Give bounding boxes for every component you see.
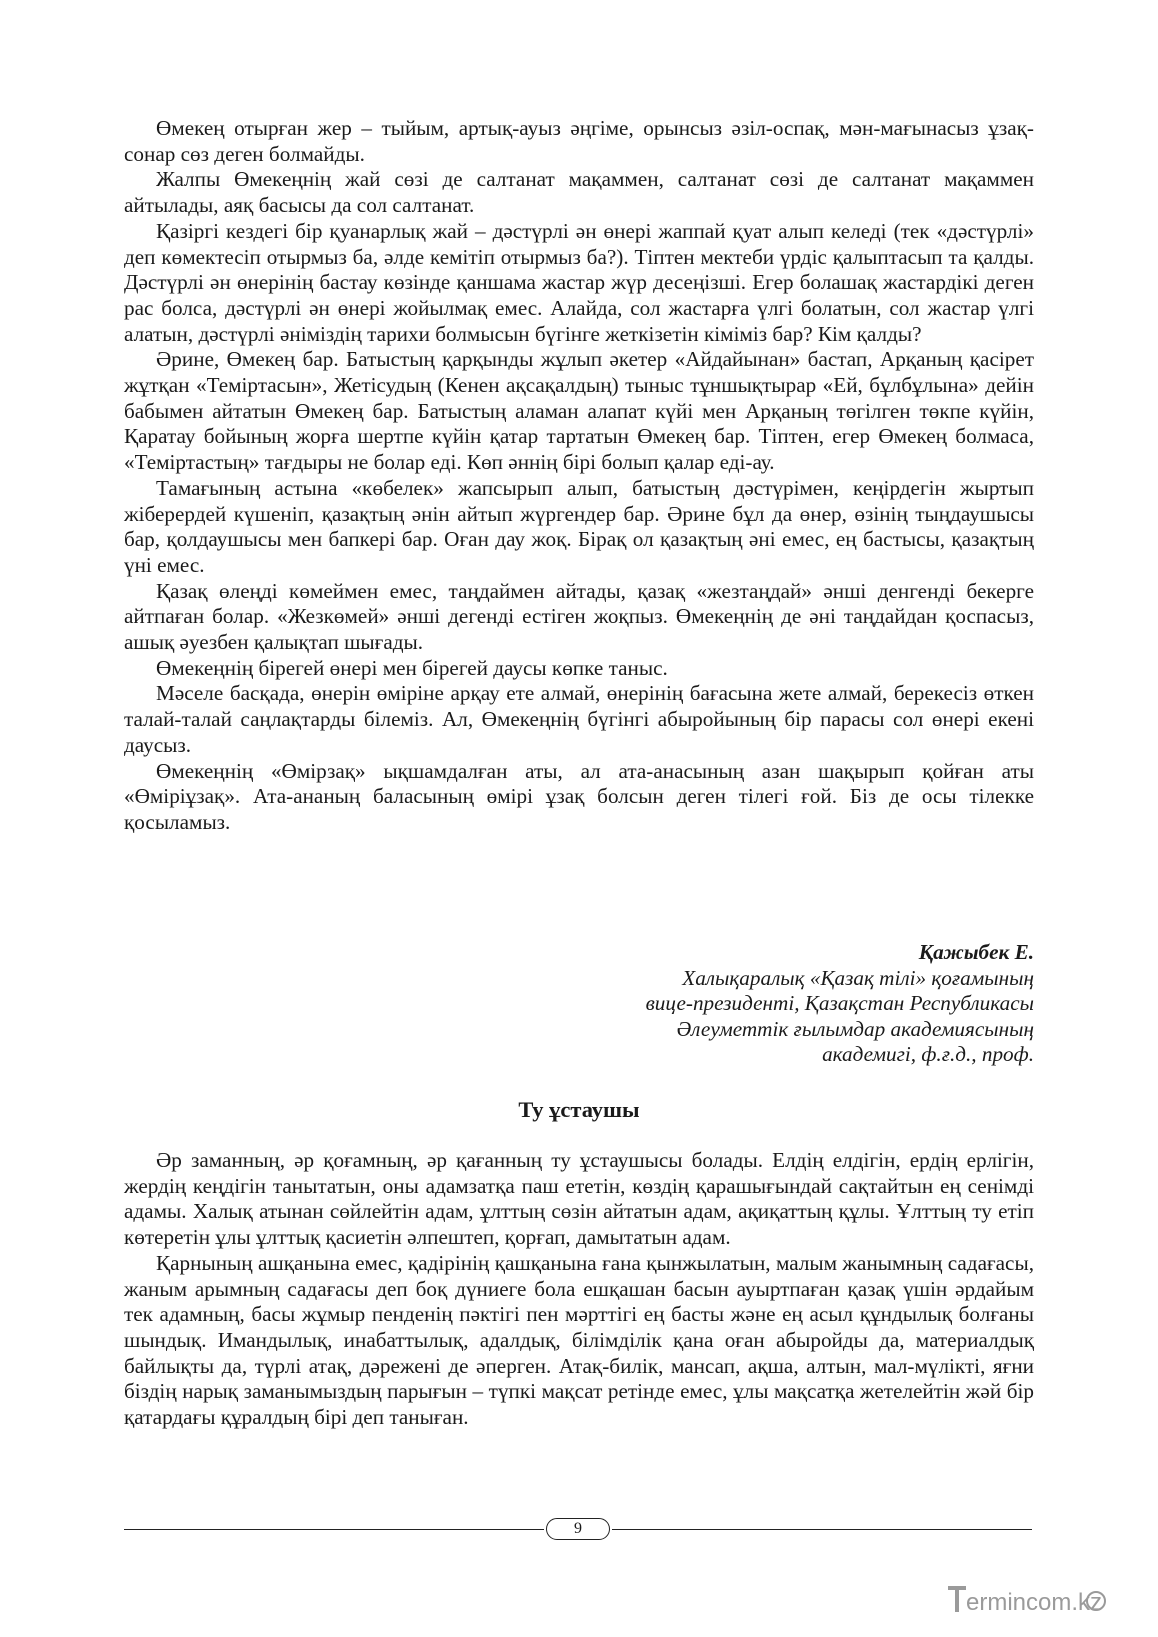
paragraph: Қарнының ашқанына емес, қадірінің қашқанына ғана қынжылатын, малым жанымның садағасы, жаным арымның садағасы деп боқ дүниеге бола ешқашан басын ауыртпаған қазақ үшін әрдайым тек адамның, басы жұмыр пенденің пәктігі пен мәрттігі ең басты және ең асыл құндылық болғаны шындық. Имандылық, инабаттылық, адалдық, білімділік қана оған абыройды да, материалдық байлықты да, түрлі атақ, дәрежені де әперген. Атақ-билік, мансап, ақша, алтын, мал-мүлікті, яғни біздің нарық заманымыздың парығын – түпкі мақсат ретінде емес, ұлы мақсатқа жетелейтін жәй бір қатардағы құралдың бірі деп таныған. <box>124 1250 1034 1430</box>
page-number: 9 <box>546 1518 610 1540</box>
author-title-line: академигі, ф.ғ.д., проф. <box>822 1042 1034 1067</box>
author-title-line: Халықаралық «Қазақ тілі» қоғамының <box>682 965 1034 990</box>
svg-text:ermincom.kz: ermincom.kz <box>966 1589 1103 1616</box>
watermark-logo-image <box>944 1580 1152 1620</box>
paragraph: Мәселе басқада, өнерін өміріне арқау ете алмай, өнерінің бағасына жете алмай, берекесіз өткен талай-талай саңлақтарды білеміз. Ал, Өмекеңнің бүгінгі абыройының бір парасы сол өнері екені даусыз. <box>124 681 1034 757</box>
paragraph: Жалпы Өмекеңнің жай сөзі де салтанат мақаммен, салтанат сөзі де салтанат мақаммен айтылады, аяқ басысы да сол салтанат. <box>124 167 1034 218</box>
footer-rule-left <box>124 1529 544 1530</box>
author-name: Қажыбек Е. <box>918 940 1034 964</box>
paragraph: Әр заманның, әр қоғамның, әр қағанның ту ұстаушысы болады. Елдің елдігін, ердің ерлігін, жердің кеңдігін танытатын, оны адамзатқа паш ететін, көздің қарашығындай сақтайтын ең сенімді адамы. Халық атынан сөйлейтін адам, ұлттың сөзін айтатын адам, ақиқаттың құлы. Ұлттың ту етіп көтеретін ұлы ұлттық қасиетін әлпештеп, қорғап, дамытатын адам. <box>124 1148 1034 1250</box>
paragraph: Қазақ өлеңді көмеймен емес, таңдаймен айтады, қазақ «жезтаңдай» әнші денгенді бекерге айтпаған болар. «Жезкөмей» әнші дегенді естіген жоқпыз. Өмекеңнің де әні таңдайдан қоспасыз, ашық әуезбен қалықтап шығады. <box>124 578 1034 655</box>
paragraph: Әрине, Өмекең бар. Батыстың қарқынды жұлып әкетер «Айдайынан» бастап, Арқаның қасірет жұтқан «Теміртасын», Жетісудың (Кенен ақсақалдың) тыныс тұншықтырар «Ей, бұлбұлына» дейін бабымен айтатын Өмекең бар. Батыстың аламан алапат күйі мен Арқаның төгілген төкпе күйін, Қаратау бойының жорға шертпе күйін қатар тартатын Өмекең бар. Тіптен, егер Өмекең болмаса, «Теміртастың» тағдыры не болар еді. Көп әннің бірі болып қалар еді-ау. <box>124 347 1034 475</box>
paragraph: Өмекеңнің «Өмірзақ» ықшамдалған аты, ал ата-анасының азан шақырып қойған аты «Өміріұзақ». Ата-ананың баласының өмірі ұзақ болсын деген тілегі ғой. Біз де осы тілекке қосыламыз. <box>124 758 1034 834</box>
author-signature <box>334 940 1034 1068</box>
paragraph: Өмекеңнің бірегей өнері мен бірегей даусы көпке таныс. <box>156 655 668 680</box>
paragraph: Өмекең отырған жер – тыйым, артық-ауыз әңгіме, орынсыз әзіл-оспақ, мән-мағынасыз ұзақ-сонар сөз деген болмайды. <box>124 116 1034 166</box>
author-title-line: Әлеуметтік ғылымдар академиясының <box>676 1016 1034 1041</box>
watermark-logo <box>944 1580 1152 1620</box>
article-body <box>124 116 1034 836</box>
section-title: Ту ұстаушы <box>518 1097 640 1122</box>
footer-rule-right <box>612 1529 1032 1530</box>
paragraph: Тамағының астына «көбелек» жапсырып алып, батыстың дәстүрімен, кеңірдегін жыртып жіберердей күшеніп, қазақтың әнін айтып жүргендер бар. Әрине бұл да өнер, өзінің тыңдаушысы бар, қолдаушысы мен бапкері бар. Оған дау жоқ. Бірақ ол қазақтың әні емес, ең бастысы, қазақтың үні емес. <box>124 475 1034 577</box>
paragraph: Қазіргі кездегі бір қуанарлық жай – дәстүрлі ән өнері жаппай қуат алып келеді (тек «дәстүрлі» деп көмектесіп отырмыз ба, әлде кемітіп отырмыз ба?). Тіптен мектеби үрдіс қалыптасып та қалды. Дәстүрлі ән өнерінің бастау көзінде қаншама жастар жүр десеңізші. Егер болашақ жастардікі деген рас болса, дәстүрлі ән өнері жойылмақ емес. Алайда, сол жастарға үлгі болатын, сол жастар үлгі алатын, дәстүрлі әніміздің тарихи болмысын бүгінге жеткізетін кіміміз бар? Кім қалды? <box>124 218 1034 346</box>
section-body <box>124 1148 1034 1431</box>
author-title-line: вице-президенті, Қазақстан Республикасы <box>645 991 1034 1016</box>
